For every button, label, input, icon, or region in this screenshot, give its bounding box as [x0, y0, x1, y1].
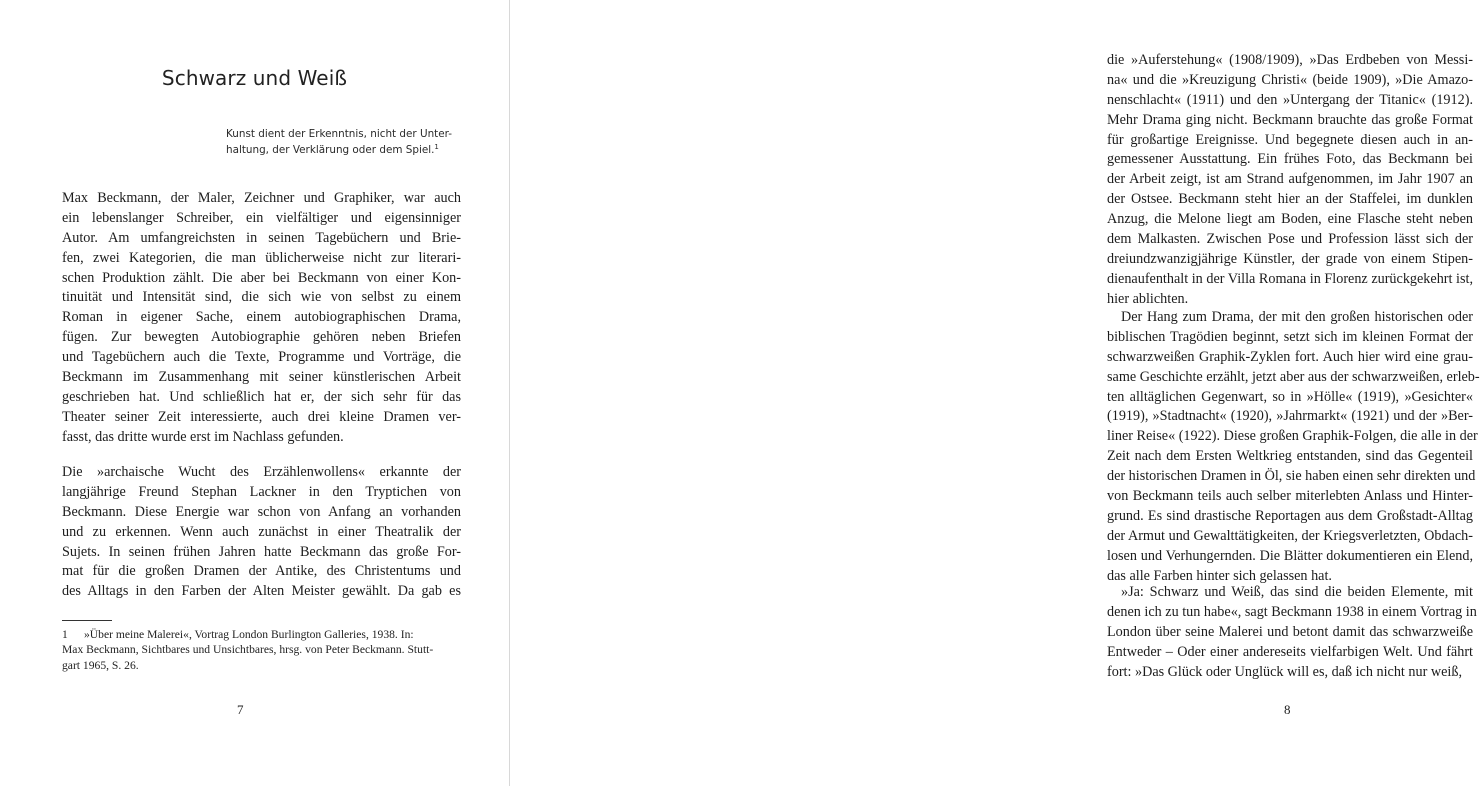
- text-line: same Geschichte erzählt, jetzt aber aus der schwarzweißen, erleb-: [1107, 368, 1480, 385]
- text-line: schwarzweißen Graphik-Zyklen fort. Auch hier wird eine grau-: [1107, 348, 1473, 365]
- text-line: Sujets. In seinen frühen Jahren hatte Beckmann das große For-: [62, 543, 461, 560]
- text-line: fasst, das dritte wurde erst im Nachlass gefunden.: [62, 428, 344, 445]
- text-line: und zu erkennen. Wenn auch zunächst in einer Theatralik der: [62, 523, 461, 540]
- footnote-text: »Über meine Malerei«, Vortrag London Burlington Galleries, 1938. In:: [84, 628, 414, 641]
- text-line: dienaufenthalt in der Villa Romana in Florenz zurückgekehrt ist,: [1107, 270, 1473, 287]
- text-line: der Ostsee. Beckmann steht hier an der Staffelei, im dunklen: [1107, 191, 1473, 208]
- text-line: der Arbeit zeigt, ist am Strand aufgenommen, im Jahr 1907 an: [1107, 171, 1473, 188]
- paragraph: [1107, 583, 1477, 682]
- text-line: na« und die »Kreuzigung Christi« (beide 1909), »Die Amazo-: [1107, 71, 1473, 88]
- text-line: Der Hang zum Drama, der mit den großen historischen oder: [1121, 309, 1473, 325]
- text-line: hier ablichten.: [1107, 290, 1189, 307]
- text-line: langjährige Freund Stephan Lackner in den Tryptichen von: [62, 483, 461, 500]
- text-line: Autor. Am umfangreichsten in seinen Tagebüchern und Brie-: [62, 229, 461, 246]
- page-number: 8: [1284, 702, 1291, 717]
- paragraph: [1107, 51, 1473, 310]
- text-line: von Beckmann teils auch selber miterlebten Anlass und Hinter-: [1107, 488, 1473, 505]
- text-line: fen, zwei Kategorien, die man üblicherweise nicht zur literari-: [62, 249, 461, 266]
- page-number: 7: [237, 702, 244, 717]
- text-line: denen ich zu tun habe«, sagt Beckmann 1938 in einem Vortrag in: [1107, 603, 1477, 620]
- text-line: dreiundzwanzigjährige Künstler, der grade von einem Stipen-: [1107, 250, 1473, 267]
- text-line: für großartige Ereignisse. Und begegnete diesen auch in an-: [1107, 131, 1473, 148]
- text-line: tinuität und Intensität sind, die sich wie von selbst zu einem: [62, 289, 461, 306]
- paragraph: [62, 463, 461, 602]
- text-line: Anzug, die Melone liegt am Boden, eine Flasche steht neben: [1107, 211, 1473, 228]
- text-line: liner Reise« (1922). Diese großen Graphik-Folgen, die alle in der: [1107, 428, 1478, 445]
- text-line: Theater seiner Zeit interessierte, auch drei kleine Dramen ver-: [62, 408, 461, 425]
- text-line: fort: »Das Glück oder Unglück will es, daß ich nicht nur weiß,: [1107, 663, 1462, 680]
- text-line: ten alltäglichen Gegenwart, so in »Hölle« (1919), »Gesichter«: [1107, 388, 1473, 405]
- footnote: [62, 627, 461, 673]
- paragraph: [62, 189, 461, 448]
- chapter-title: Schwarz und Weiß: [161, 66, 348, 90]
- footnote-divider: [62, 620, 112, 621]
- text-line: Entweder – Oder einer andereseits vielfarbigen Welt. Und fährt: [1107, 643, 1473, 660]
- text-line: der historischen Dramen in Öl, sie haben einen sehr direkten und: [1107, 468, 1476, 485]
- text-line: London über seine Malerei und betont damit das schwarzweiße: [1107, 623, 1473, 640]
- epigraph-line: Kunst dient der Erkenntnis, nicht der Unter-: [226, 128, 452, 140]
- footnote-line: gart 1965, S. 26.: [62, 658, 139, 672]
- text-line: Max Beckmann, der Maler, Zeichner und Graphiker, war auch: [62, 190, 461, 206]
- text-line: biblischen Tragödien beginnt, setzt sich im kleinen Format der: [1107, 328, 1473, 345]
- footnote-line: Max Beckmann, Sichtbares und Unsichtbares, hrsg. von Peter Beckmann. Stutt-: [62, 643, 434, 657]
- text-line: dem Malkasten. Zwischen Pose und Profession lässt sich der: [1107, 231, 1473, 248]
- text-line: der Armut und Gewalttätigkeiten, der Kriegsverletzten, Obdach-: [1107, 527, 1473, 544]
- text-line: Mehr Drama ging nicht. Beckmann brauchte das große Format: [1107, 111, 1473, 128]
- footnote-line: [62, 627, 461, 642]
- text-line: ein lebenslanger Schreiber, ein vielfältiger und eigensinniger: [62, 209, 461, 226]
- text-line: mat für die großen Dramen der Antike, des Christentums und: [62, 563, 461, 580]
- left-page: [0, 0, 509, 786]
- text-line: losen und Verhungernden. Die Blätter dokumentieren ein Elend,: [1107, 547, 1473, 564]
- right-page: [510, 0, 1480, 786]
- text-line: Roman in eigener Sache, einem autobiographischen Drama,: [62, 309, 461, 326]
- text-line: die »Auferstehung« (1908/1909), »Das Erdbeben von Messi-: [1107, 52, 1473, 68]
- text-line: geschrieben hat. Und schließlich hat er, der sich sehr für das: [62, 388, 461, 405]
- epigraph-line-with-ref: [226, 142, 458, 158]
- text-line: nenschlacht« (1911) und den »Untergang der Titanic« (1912).: [1107, 91, 1473, 108]
- text-line: grund. Es sind drastische Reportagen aus dem Großstadt-Alltag: [1107, 507, 1473, 524]
- text-line: gemessener Ausstattung. Ein frühes Foto, das Beckmann bei: [1107, 151, 1473, 168]
- paragraph: [1107, 308, 1480, 586]
- text-line: schen Produktion zählt. Die aber bei Beckmann von einer Kon-: [62, 269, 461, 286]
- text-line: Die »archaische Wucht des Erzählenwollens« erkannte der: [62, 464, 461, 480]
- text-line: »Ja: Schwarz und Weiß, das sind die beiden Elemente, mit: [1121, 584, 1473, 600]
- epigraph-line: haltung, der Verklärung oder dem Spiel.: [226, 144, 435, 156]
- text-line: Beckmann im Zusammenhang mit seiner künstlerischen Arbeit: [62, 369, 461, 386]
- text-line: des Alltags in den Farben der Alten Meister gewählt. Da gab es: [62, 583, 461, 600]
- text-line: das alle Farben hinter sich gelassen hat.: [1107, 567, 1332, 584]
- text-line: fügen. Zur bewegten Autobiographie gehören neben Briefen: [62, 329, 461, 346]
- footnote-reference[interactable]: 1: [434, 143, 439, 151]
- text-line: Beckmann. Diese Energie war schon von Anfang an vorhanden: [62, 503, 461, 520]
- text-line: Zeit nach dem Ersten Weltkrieg entstanden, sind das Gegenteil: [1107, 448, 1473, 465]
- footnote-number: 1: [62, 628, 68, 641]
- epigraph: [226, 126, 458, 158]
- text-line: (1919), »Stadtnacht« (1920), »Jahrmarkt« (1921) und der »Ber-: [1107, 408, 1473, 425]
- text-line: und Tagebüchern auch die Texte, Programme und Vorträge, die: [62, 349, 461, 366]
